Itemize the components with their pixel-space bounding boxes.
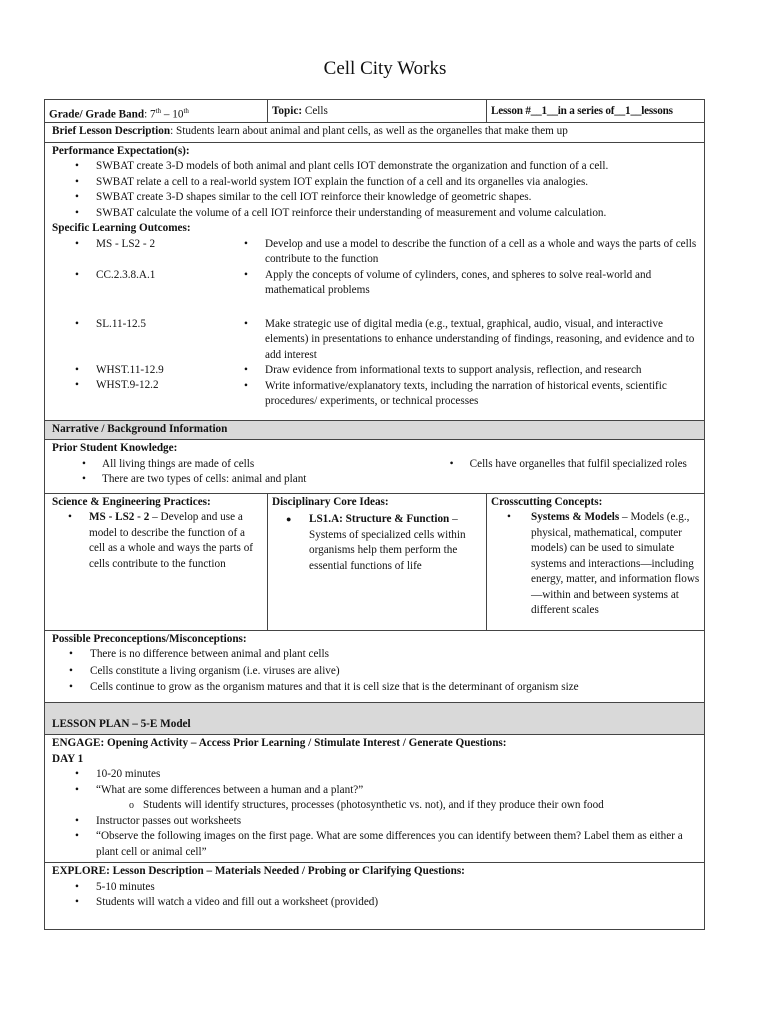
narrative-heading: Narrative / Background Information	[52, 422, 228, 435]
engage-label: ENGAGE: Opening Activity – Access Prior Learning / Stimulate Interest / Generate Questions:	[52, 737, 507, 749]
misconceptions-row	[45, 630, 704, 702]
misconceptions-label: Possible Preconceptions/Misconceptions:	[52, 632, 247, 645]
outcome-desc: • Draw evidence from informational texts to support analysis, reflection, and research	[232, 363, 697, 379]
misconception-item: • Cells continue to grow as the organism matures and that it is cell size that is the determinant of organism size	[46, 680, 697, 696]
brief-text: : Students learn about animal and plant cells, as well as the organelles that make them up	[170, 125, 568, 137]
outcome-desc: • Develop and use a model to describe the function of a cell as a whole and ways the parts of cells contribute to the function	[232, 237, 697, 268]
outcome-desc: • Make strategic use of digital media (e.g., textual, graphical, audio, visual, and interactive elements) in presentations to enhance understanding of findings, reasoning, and evidence and to add interest	[232, 317, 697, 364]
document-title: Cell City Works	[323, 58, 447, 79]
engage-list	[52, 767, 697, 860]
core-ideas-cell	[267, 494, 486, 630]
grade-value-b: – 10	[161, 108, 184, 121]
outcomes-label: Specific Learning Outcomes:	[52, 222, 191, 234]
prior-knowledge-row	[45, 439, 704, 493]
grade-value-a: : 7	[144, 108, 156, 121]
engage-item: • 10-20 minutes	[52, 767, 697, 783]
science-practice-item	[52, 510, 263, 572]
grade-cell	[45, 100, 267, 122]
performance-item: • SWBAT relate a cell to a real-world system IOT explain the function of a cell and its organelles via analogies.	[52, 175, 697, 191]
science-practice-text: – Develop and use a model to describe the function of a cell as a whole and ways the parts of cells contribute to the function	[89, 511, 254, 570]
day-label: DAY 1	[52, 752, 84, 765]
outcome-code: • CC.2.3.8.A.1	[52, 268, 232, 317]
explore-item: • Students will watch a video and fill out a worksheet (provided)	[52, 895, 697, 911]
performance-item: • SWBAT create 3-D models of both animal and plant cells IOT demonstrate the organization and function of a cell.	[52, 159, 697, 175]
performance-item: • SWBAT create 3-D shapes similar to the cell IOT reinforce their knowledge of geometric shapes.	[52, 190, 697, 206]
outcome-code: • SL.11-12.5	[52, 317, 232, 363]
crosscutting-item	[491, 510, 700, 619]
performance-item: • SWBAT calculate the volume of a cell IOT reinforce their understanding of measurement and volume calculation.	[52, 206, 697, 222]
performance-label: Performance Expectation(s):	[52, 144, 190, 157]
topic-value: Cells	[302, 105, 328, 117]
misconception-item: • Cells constitute a living organism (i.e. viruses are alive)	[46, 664, 697, 680]
science-practices-label: Science & Engineering Practices:	[52, 495, 211, 508]
brief-description-row	[45, 122, 704, 142]
engage-item: • “Observe the following images on the first page. What are some differences you can identify between them? Label them as either a plant cell or animal cell”	[52, 829, 697, 860]
core-idea-item	[272, 512, 482, 574]
prior-knowledge-left	[52, 457, 420, 488]
outcome-descriptions	[232, 237, 697, 410]
performance-list	[52, 159, 697, 221]
prior-knowledge-label: Prior Student Knowledge:	[52, 442, 178, 454]
crosscutting-list	[491, 510, 700, 619]
misconception-item: • There is no difference between animal and plant cells	[46, 647, 697, 663]
science-practices-list	[52, 510, 263, 572]
outcomes-grid	[52, 237, 697, 410]
prior-knowledge-item: • There are two types of cells: animal and plant	[52, 472, 420, 488]
grade-label: Grade/ Grade Band	[49, 108, 145, 121]
engage-item: • Instructor passes out worksheets	[52, 814, 697, 830]
prior-knowledge-item: • All living things are made of cells	[52, 457, 420, 473]
header-row	[45, 100, 704, 122]
engage-row	[45, 734, 704, 862]
crosscutting-cell	[486, 494, 704, 630]
outcome-code: • WHST.9-12.2	[52, 378, 232, 394]
lesson-number-cell: Lesson #__1__in a series of__1__lessons	[486, 100, 704, 122]
outcome-code: • MS - LS2 - 2	[52, 237, 232, 268]
brief-label: Brief Lesson Description	[52, 125, 171, 137]
lesson-plan-heading-row	[45, 702, 704, 735]
outcome-code: • WHST.11-12.9	[52, 363, 232, 379]
explore-item: • 5-10 minutes	[52, 880, 697, 896]
science-practices-cell	[45, 494, 267, 630]
explore-row	[45, 862, 704, 929]
outcome-desc: • Write informative/explanatory texts, including the narration of historical events, scientific procedures/ experiments, or technical processes	[232, 379, 697, 410]
crosscutting-code: Systems & Models	[531, 511, 620, 523]
grade-sup-a: th	[155, 107, 162, 115]
misconceptions-list	[46, 647, 697, 696]
prior-knowledge-item: • Cells have organelles that fulfil specialized roles	[420, 457, 697, 473]
core-idea-code: LS1.A: Structure & Function	[309, 513, 450, 525]
performance-outcomes-row	[45, 142, 704, 420]
core-ideas-list	[272, 512, 482, 574]
outcome-codes	[52, 237, 232, 410]
narrative-heading-row	[45, 420, 704, 440]
explore-list	[52, 880, 697, 911]
topic-cell	[267, 100, 486, 122]
explore-label: EXPLORE: Lesson Description – Materials Needed / Probing or Clarifying Questions:	[52, 865, 465, 877]
standards-row	[45, 493, 704, 630]
topic-label: Topic:	[272, 105, 303, 117]
prior-knowledge-right	[420, 457, 697, 488]
core-ideas-label: Disciplinary Core Ideas:	[272, 495, 389, 508]
science-practice-code: MS - LS2 - 2	[89, 511, 150, 523]
crosscutting-text: – Models (e.g., physical, mathematical, computer models) can be used to simulate systems and interactions—including energy, matter, and information flows—within and between systems at different scales	[531, 511, 700, 616]
engage-item: • “What are some differences between a human and a plant?”	[52, 783, 697, 799]
outcome-desc: • Apply the concepts of volume of cylinders, cones, and spheres to solve real-world and mathematical problems	[232, 268, 697, 299]
core-idea-text: – Systems of specialized cells within organisms help them perform the essential functions of life	[309, 513, 466, 572]
grade-sup-b: th	[183, 107, 189, 115]
lesson-plan-heading: LESSON PLAN – 5-E Model	[52, 717, 191, 730]
engage-sub-item: o Students will identify structures, processes (photosynthetic vs. not), and if they produce their own food	[52, 798, 697, 814]
prior-knowledge-columns	[52, 457, 697, 488]
lesson-plan-table	[44, 99, 705, 930]
crosscutting-label: Crosscutting Concepts:	[491, 495, 603, 508]
